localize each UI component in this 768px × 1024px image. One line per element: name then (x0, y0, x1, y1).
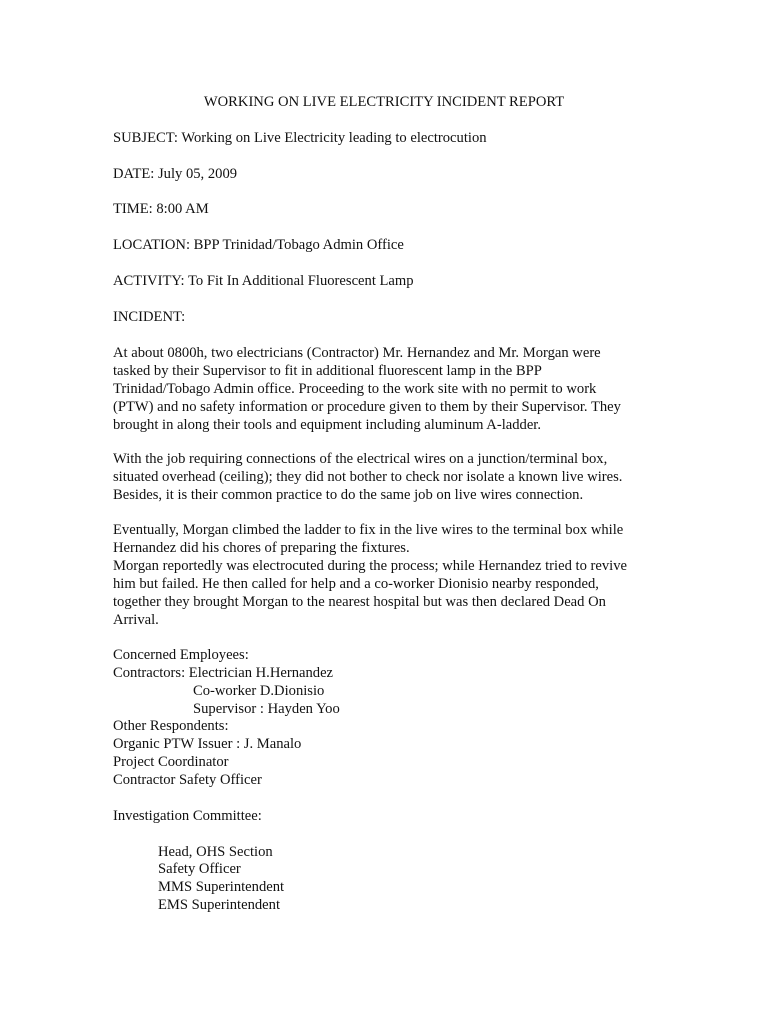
paragraph-line: together they brought Morgan to the nearest hospital but was then declared Dead On (113, 594, 606, 610)
committee-member: Safety Officer (158, 861, 241, 877)
paragraph-line: (PTW) and no safety information or procedure given to them by their Supervisor. They (113, 399, 621, 415)
committee-member: EMS Superintendent (158, 897, 281, 913)
other-respondents-heading: Other Respondents: (113, 718, 229, 734)
paragraph-line: brought in along their tools and equipment including aluminum A-ladder. (113, 417, 542, 433)
incident-paragraph-3 (113, 521, 627, 629)
incident-paragraph-2 (113, 450, 622, 504)
location-line: LOCATION: BPP Trinidad/Tobago Admin Office (113, 237, 404, 253)
investigation-committee-heading: Investigation Committee: (113, 808, 262, 824)
incident-heading: INCIDENT: (113, 309, 186, 325)
paragraph-line: At about 0800h, two electricians (Contractor) Mr. Hernandez and Mr. Morgan were (113, 345, 601, 361)
paragraph-line: him but failed. He then called for help and a co-worker Dionisio nearby responded, (113, 576, 599, 592)
respondent-ptw-issuer: Organic PTW Issuer : J. Manalo (113, 736, 302, 752)
concerned-employees-heading: Concerned Employees: (113, 647, 249, 663)
paragraph-line: tasked by their Supervisor to fit in additional fluorescent lamp in the BPP (113, 363, 542, 379)
paragraph-line: Trinidad/Tobago Admin office. Proceeding to the work site with no permit to work (113, 381, 597, 397)
incident-paragraph-1 (113, 344, 621, 434)
date-line: DATE: July 05, 2009 (113, 166, 238, 182)
paragraph-line: Eventually, Morgan climbed the ladder to fix in the live wires to the terminal box while (113, 522, 624, 538)
paragraph-line: Arrival. (113, 612, 159, 628)
paragraph-line: situated overhead (ceiling); they did not bother to check nor isolate a known live wires. (113, 469, 623, 485)
respondent-safety-officer: Contractor Safety Officer (113, 772, 262, 788)
paragraph-line: Besides, it is their common practice to do the same job on live wires connection. (113, 487, 584, 503)
contractors-line: Contractors: Electrician H.Hernandez (113, 665, 334, 681)
paragraph-line: With the job requiring connections of the electrical wires on a junction/terminal box, (113, 451, 608, 467)
respondent-project-coordinator: Project Coordinator (113, 754, 229, 770)
contractor-coworker: Co-worker D.Dionisio (193, 683, 325, 699)
activity-line: ACTIVITY: To Fit In Additional Fluorescent Lamp (113, 273, 414, 289)
committee-member: MMS Superintendent (158, 879, 285, 895)
contractor-supervisor: Supervisor : Hayden Yoo (193, 701, 340, 717)
time-line: TIME: 8:00 AM (113, 201, 209, 217)
paragraph-line: Hernandez did his chores of preparing the fixtures. (113, 540, 410, 556)
paragraph-line: Morgan reportedly was electrocuted during the process; while Hernandez tried to revive (113, 558, 627, 574)
committee-member: Head, OHS Section (158, 844, 273, 860)
report-title: WORKING ON LIVE ELECTRICITY INCIDENT REPORT (203, 94, 565, 110)
subject-line: SUBJECT: Working on Live Electricity leading to electrocution (113, 130, 487, 146)
